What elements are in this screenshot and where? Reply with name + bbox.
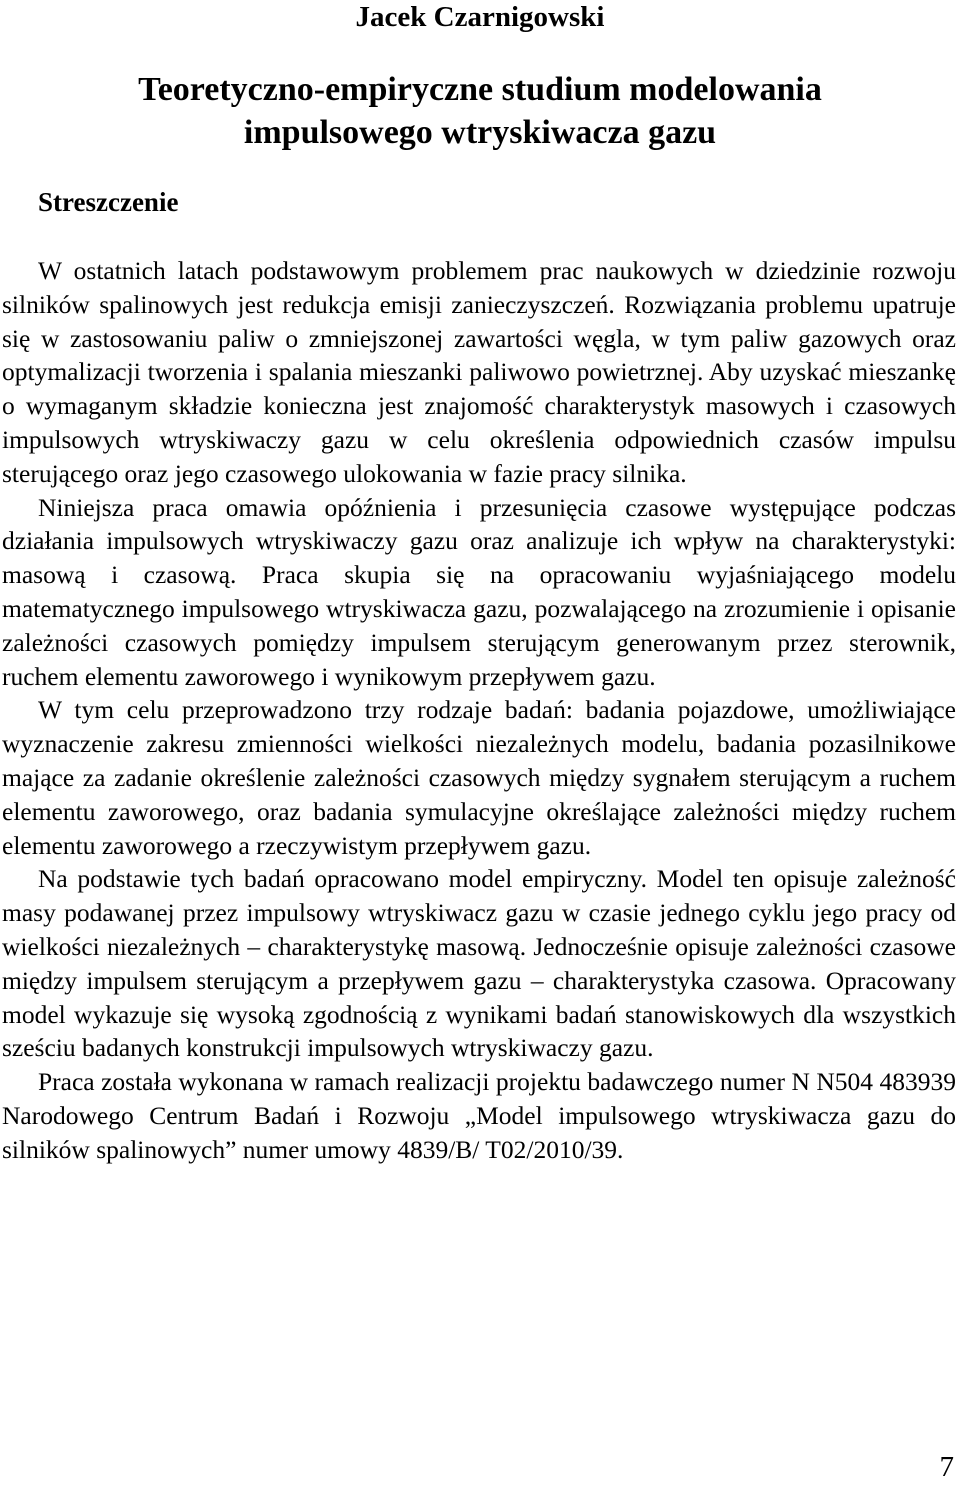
section-heading-abstract: Streszczenie <box>38 187 179 217</box>
document-title <box>0 68 960 154</box>
page-number: 7 <box>939 1451 954 1483</box>
paragraph-4: Na podstawie tych badań opracowano model empiryczny. Model ten opisuje zależność masy podawanej przez impulsowy wtryskiwacz gazu w czasie jednego cyklu jego pracy od wielkości niezależnych – charakterystykę masową. Jednocześnie opisuje zależności czasowe między impulsem sterującym a przepływem gazu – charakterystyka czasowa. Opracowany model wykazuje się wysoką zgodnością z wynikami badań stanowiskowych dla wszystkich sześciu badanych konstrukcji impulsowych wtryskiwaczy gazu. <box>2 864 956 1063</box>
paragraph-5: Praca została wykonana w ramach realizacji projektu badawczego numer N N504 483939 Narodowego Centrum Badań i Rozwoju „Model impulsowego wtryskiwacza gazu do silników spalinowych” numer umowy 4839/B/ T02/2010/39. <box>2 1067 956 1164</box>
title-line-1: Teoretyczno-empiryczne studium modelowania <box>138 71 822 108</box>
abstract-body <box>2 254 956 1167</box>
title-line-2: impulsowego wtryskiwacza gazu <box>243 114 717 151</box>
paragraph-2: Niniejsza praca omawia opóźnienia i przesunięcia czasowe występujące podczas działania impulsowych wtryskiwaczy gazu oraz analizuje ich wpływ na charakterystyki: masową i czasową. Praca skupia się na opracowaniu wyjaśniającego modelu matematycznego impulsowego wtryskiwacza gazu, pozwalającego na zrozumienie i opisanie zależności czasowych pomiędzy impulsem sterującym generowanym przez sterownik, ruchem elementu zaworowego i wynikowym przepływem gazu. <box>2 492 956 691</box>
paragraph-3: W tym celu przeprowadzono trzy rodzaje badań: badania pojazdowe, umożliwiające wyznaczenie zakresu zmienności wielkości niezależnych modelu, badania pozasilnikowe mające za zadanie określenie zależności czasowych między sygnałem sterującym a ruchem elementu zaworowego, oraz badania symulacyjne określające zależności między ruchem elementu zaworowego a rzeczywistym przepływem gazu. <box>2 695 956 860</box>
author-name: Jacek Czarnigowski <box>355 1 605 33</box>
paragraph-1: W ostatnich latach podstawowym problemem prac naukowych w dziedzinie rozwoju silników spalinowych jest redukcja emisji zanieczyszczeń. Rozwiązania problemu upatruje się w zastosowaniu paliw o zmniejszonej zawartości węgla, w tym paliw gazowych oraz optymalizacji tworzenia i spalania mieszanki paliwowo powietrznej. Aby uzyskać mieszankę o wymaganym składzie konieczna jest znajomość charakterystyk masowych i czasowych impulsowych wtryskiwaczy gazu w celu określenia odpowiednich czasów impulsu sterującego oraz jego czasowego ulokowania w fazie pracy silnika. <box>2 256 956 488</box>
